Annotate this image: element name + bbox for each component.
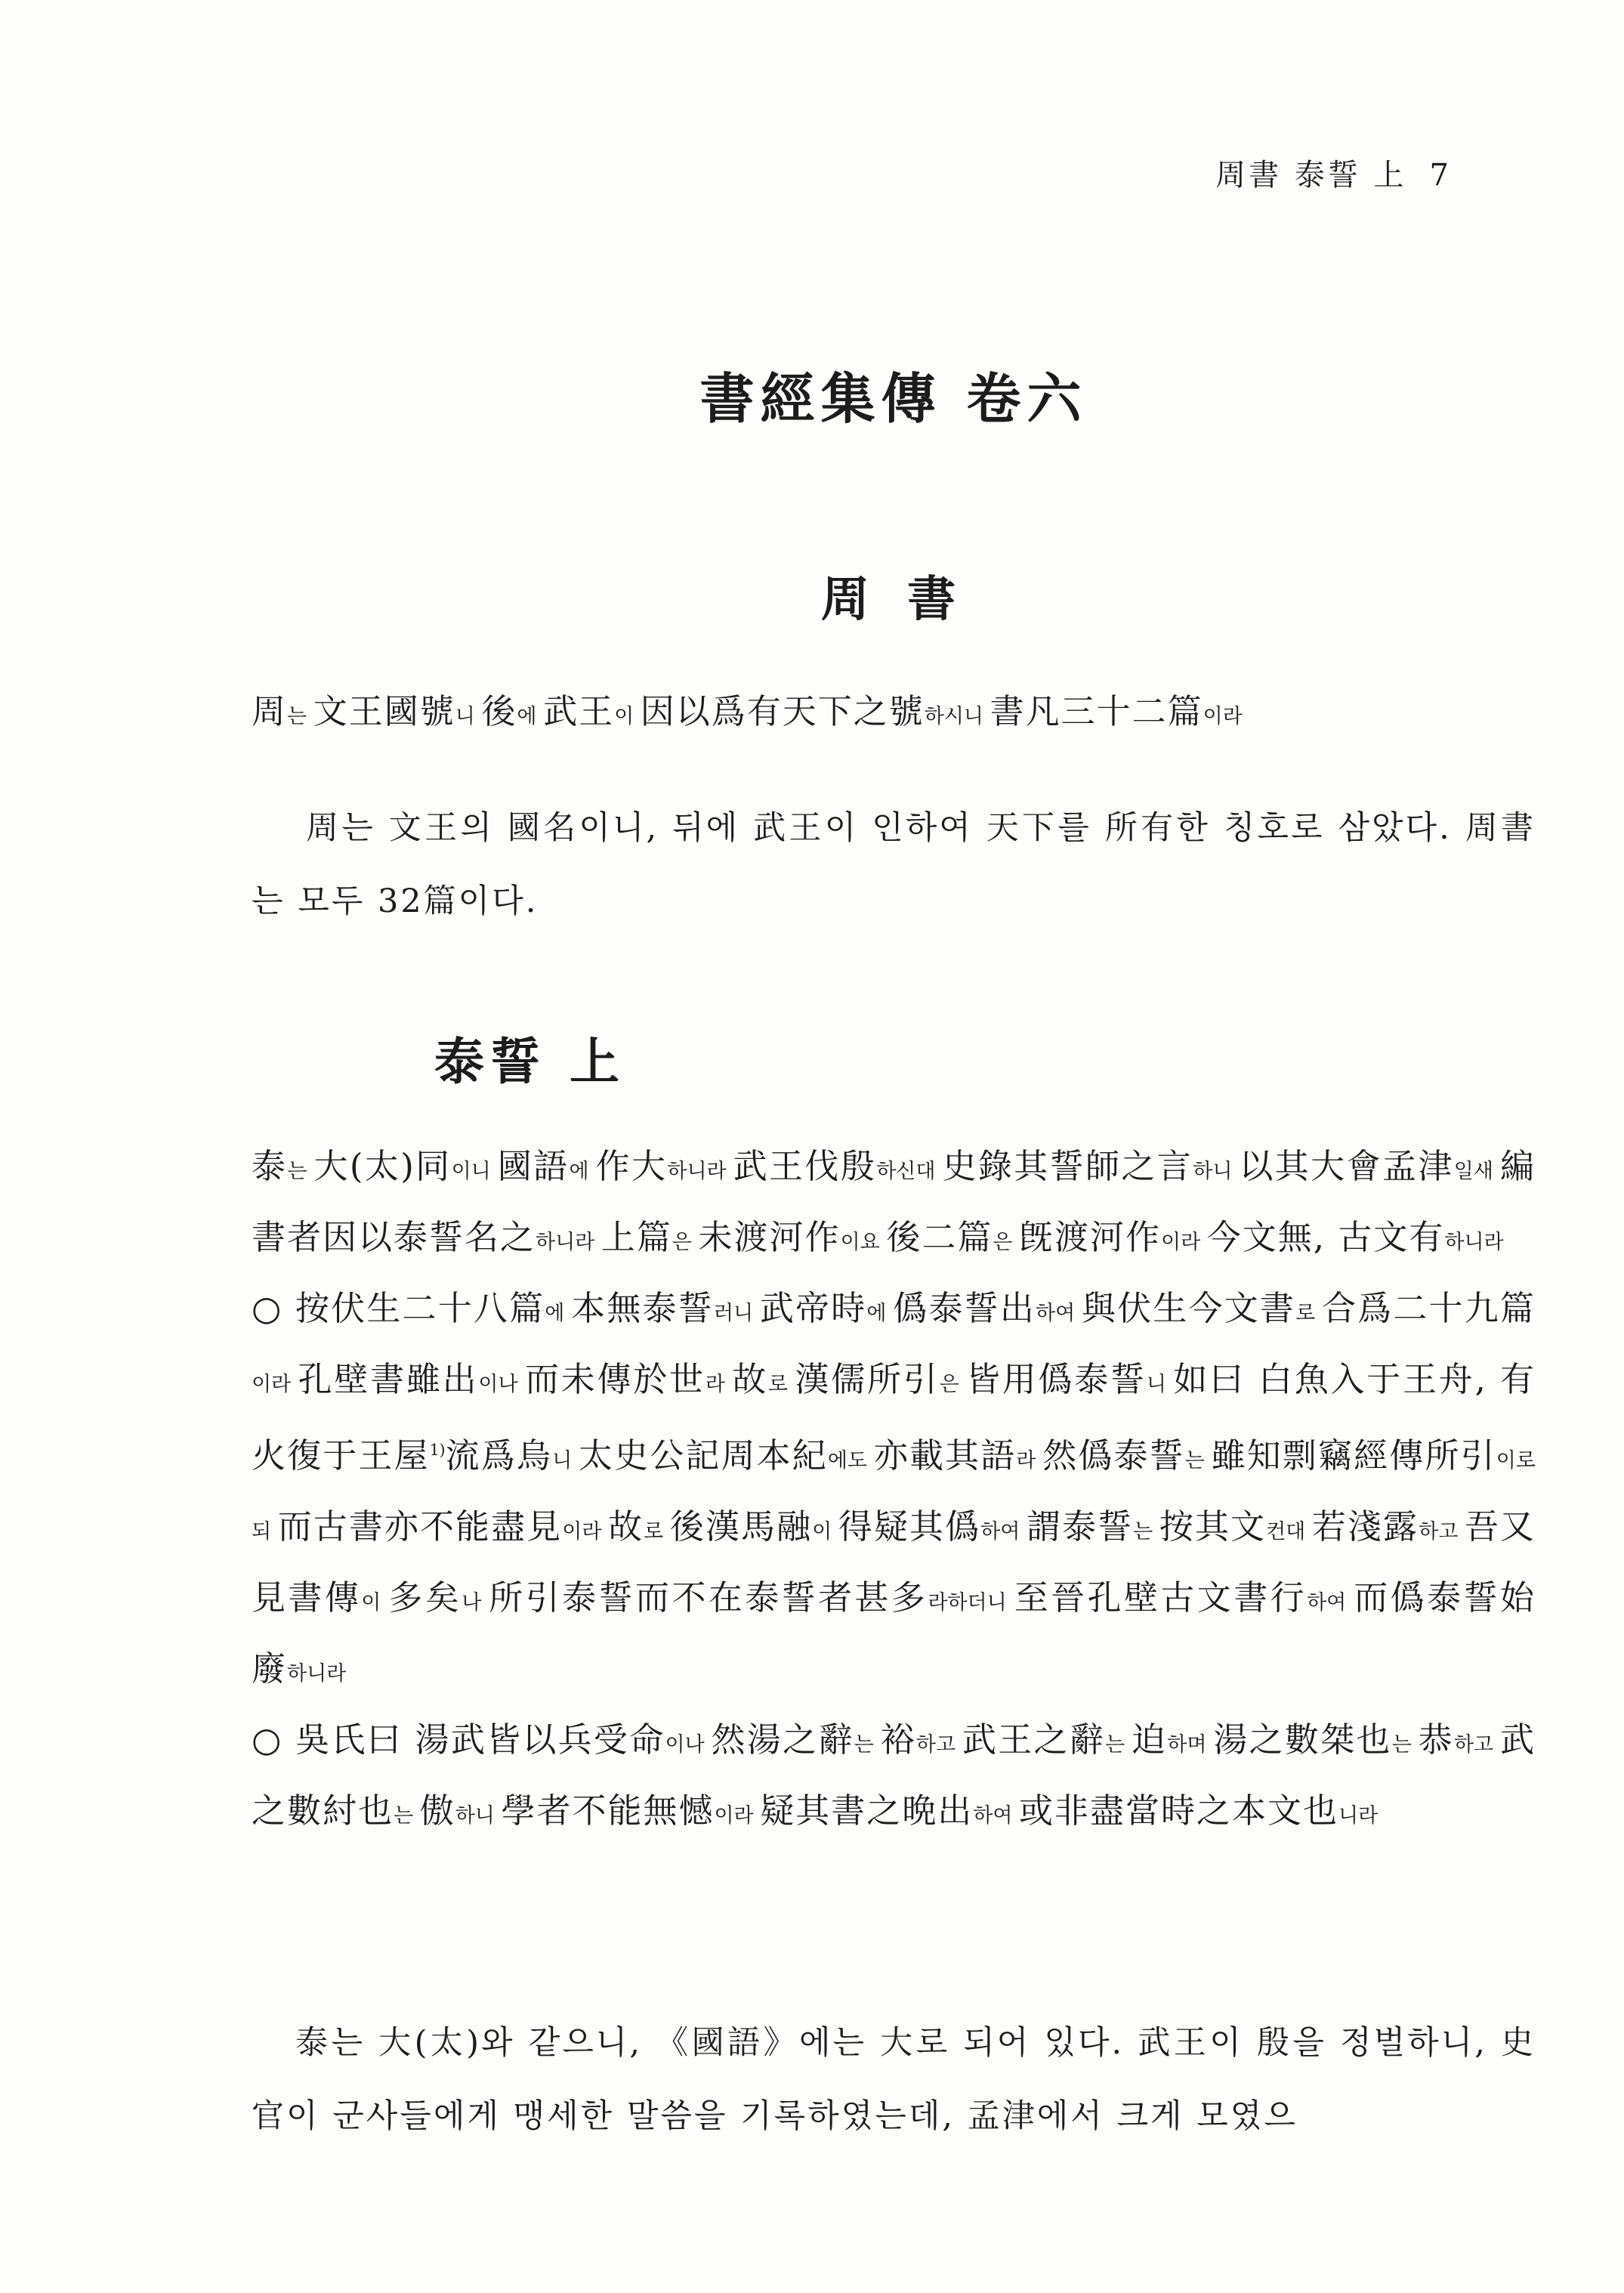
taeseo-commentary-note1: ○ 按伏生二十八篇에 本無泰誓러니 武帝時에 僞泰誓出하여 與伏生今文書로 合爲二十九篇이라 孔壁書雖出이나 而未傳於世라 故로 漢儒所引은 皆用僞泰誓니 如曰 白魚入于王舟, 有火復于王屋$^{1)}$流爲烏니 太史公記周本紀에도 亦載其語라 然僞泰誓는 雖知剽竊經傳所引이로되 而古書亦不能盡見이라 故로 後漢馬融이 得疑其僞하여 謂泰誓는 按其文컨대 若淺露하고 吾又見書傳이 多矣나 所引泰誓而不在泰誓者甚多라하더니 至晉孔壁古文書行하여 而僞泰誓始廢하니라 [252,1288,1536,1689]
jusheo-commentary-hanmun: 周는 文王國號니 後에 武王이 因以爲有天下之號하시니 書凡三十二篇이라 [252,691,1243,731]
book-title: 書經集傳 卷六 [699,366,1088,431]
running-header-title: 周書 泰誓 上 [1215,158,1407,193]
taeseo-commentary-note2: ○ 吳氏曰 湯武皆以兵受命이나 然湯之辭는 裕하고 武王之辭는 迫하며 湯之數桀也는 恭하고 武之數紂也는 傲하니 學者不能無憾이라 疑其書之晩出하여 或非盡當時之本文也니라 [252,1720,1536,1831]
jusheo-translation: 周는 文王의 國名이니, 뒤에 武王이 인하여 天下를 所有한 칭호로 삼았다. 周書는 모두 32篇이다. [252,809,1536,920]
taeseo-commentary-intro: 泰는 大(太)同이니 國語에 作大하니라 武王伐殷하신대 史錄其誓師之言하니 以其大會孟津일새 編書者因以泰誓名之하니라 上篇은 未渡河作이요 後二篇은 旣渡河作이라 今文無, 古文有하니라 [252,1146,1536,1257]
section-heading-taeseo: 泰誓 上 [434,1032,625,1091]
running-header [252,151,1449,194]
page-number: 7 [1429,158,1449,193]
taeseo-commentary-block [252,1133,1536,1849]
taeseo-translation: 泰는 大(太)와 같으니, 《國語》에는 大로 되어 있다. 武王이 殷을 정벌하니, 史官이 군사들에게 맹세한 말씀을 기록하였는데, 孟津에서 크게 모였으 [252,2024,1536,2135]
section-heading-jusheo: 周 書 [820,571,967,628]
